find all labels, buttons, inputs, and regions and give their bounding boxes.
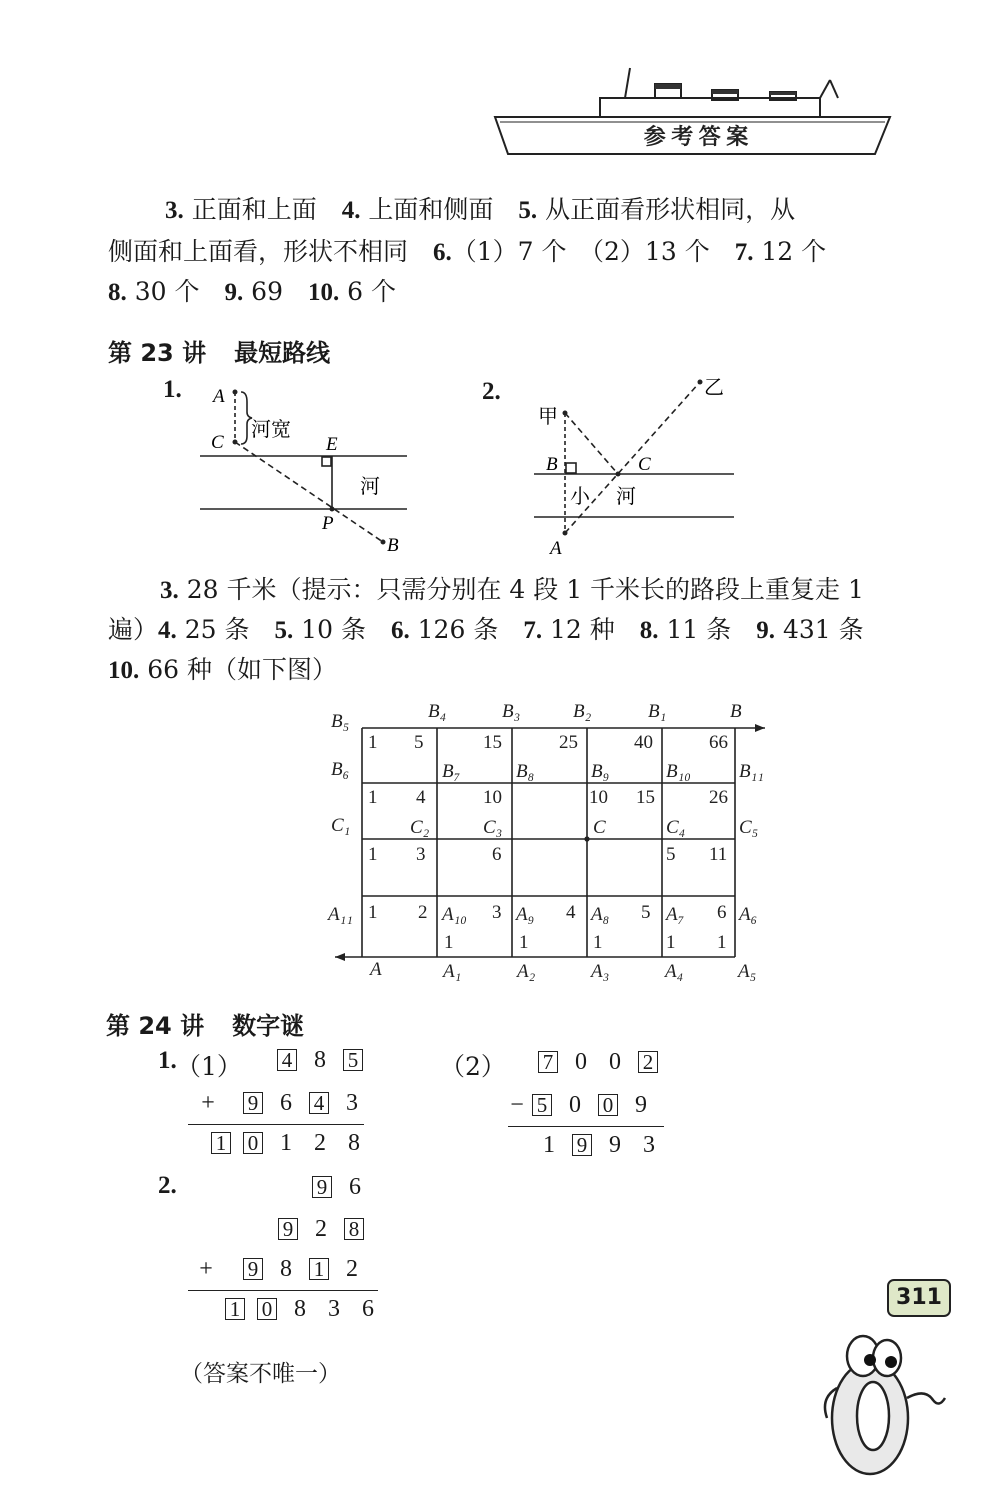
- section-23-title: 最短路线: [234, 339, 331, 367]
- section-23-heading: [108, 333, 330, 368]
- digit: 3: [643, 1132, 655, 1158]
- grid-num: 1: [368, 844, 378, 865]
- grid-num: 26: [709, 787, 728, 808]
- grid-num: 1: [368, 902, 378, 923]
- digit-box: 9: [243, 1092, 263, 1114]
- grid-label-a5: A₅: [738, 961, 757, 982]
- p3-row2: [278, 1216, 376, 1243]
- grid-label-b11: B₁₁: [739, 761, 764, 782]
- digit-box: 5: [532, 1094, 552, 1116]
- plus-sign: +: [201, 1090, 215, 1116]
- grid-label-b7: B₇: [442, 761, 461, 782]
- digit-box: 9: [278, 1218, 298, 1240]
- river-figure-1: [195, 380, 425, 560]
- fig1-label-p: P: [322, 513, 334, 534]
- grid-label-c3: C₃: [483, 817, 503, 838]
- grid-label-a8: A₈: [591, 904, 610, 925]
- digit: 1: [280, 1130, 292, 1156]
- grid-label-a9: A₉: [516, 904, 535, 925]
- grid-num: 4: [566, 902, 576, 923]
- grid-label-a7: A₇: [666, 904, 685, 925]
- digit: 6: [349, 1174, 361, 1200]
- grid-num: 10: [589, 787, 608, 808]
- grid-num: 5: [641, 902, 651, 923]
- minus-sign: −: [510, 1092, 524, 1118]
- grid-label-c: C: [593, 817, 606, 838]
- digit-box: 1: [211, 1132, 231, 1154]
- digit-box: 9: [243, 1258, 263, 1280]
- grid-num: 1: [717, 932, 727, 953]
- fig1-label-a: A: [213, 386, 225, 407]
- digit: 8: [348, 1130, 360, 1156]
- digit-box: 0: [243, 1132, 263, 1154]
- p2-diff-rule: [508, 1126, 664, 1127]
- p3-row4: [225, 1296, 391, 1323]
- digit: 3: [346, 1090, 358, 1116]
- grid-label-b10: B₁₀: [666, 761, 691, 782]
- section-24-title: 数字谜: [232, 1012, 305, 1040]
- page-number: 311: [887, 1279, 951, 1317]
- grid-label-b9: B₉: [591, 761, 610, 782]
- fig2-label-yi: 乙: [704, 377, 724, 399]
- grid-label-b: B: [730, 701, 742, 722]
- prev-answer-line-1: 3. 正面和上面 4. 上面和侧面 5. 从正面看形状相同，从: [165, 195, 796, 224]
- q23-1-label: 1.: [163, 376, 182, 403]
- digit: 0: [575, 1049, 587, 1075]
- digit-box: 9: [572, 1134, 592, 1156]
- grid-num: 6: [717, 902, 727, 923]
- p3-row3: [195, 1256, 375, 1283]
- digit: 2: [315, 1216, 327, 1242]
- grid-label-a6: A₆: [739, 904, 758, 925]
- digit: 0: [609, 1049, 621, 1075]
- fig2-label-c: C: [638, 454, 651, 475]
- grid-label-a1: A₁: [443, 961, 462, 982]
- grid-label-a10: A₁₀: [442, 904, 467, 925]
- section-24-number: 第 24 讲: [106, 1012, 205, 1040]
- digit: 8: [280, 1256, 292, 1282]
- p2-row1: [538, 1049, 670, 1076]
- digit: 8: [294, 1296, 306, 1322]
- grid-num: 66: [709, 732, 728, 753]
- fig2-label-b: B: [546, 454, 558, 475]
- river-figure-2: [530, 370, 740, 560]
- digit-box: 9: [312, 1176, 332, 1198]
- p1-row1: [277, 1047, 375, 1074]
- digit: 9: [609, 1132, 621, 1158]
- grid-label-a4: A₄: [665, 961, 684, 982]
- grid-num: 11: [709, 844, 728, 865]
- grid-num: 1: [666, 932, 676, 953]
- grid-num: 4: [416, 787, 426, 808]
- grid-num: 5: [666, 844, 676, 865]
- section-23-number: 第 23 讲: [108, 339, 207, 367]
- grid-num: 15: [483, 732, 502, 753]
- grid-num: 6: [492, 844, 502, 865]
- s23-answer-line-1: 3. 28 千米（提示：只需分别在 4 段 1 千米长的路段上重复走 1: [160, 575, 864, 604]
- digit: 1: [543, 1132, 555, 1158]
- grid-num: 40: [634, 732, 653, 753]
- grid-num: 25: [559, 732, 578, 753]
- q24-2-label: 2.: [158, 1172, 177, 1199]
- q23-2-label: 2.: [482, 378, 501, 405]
- grid-num: 1: [368, 732, 378, 753]
- grid-label-a3: A₃: [591, 961, 610, 982]
- fig2-river-label-2: 河: [616, 486, 636, 508]
- p3-row1: [312, 1174, 378, 1201]
- grid-label-c1: C₁: [331, 815, 351, 836]
- digit: 3: [328, 1296, 340, 1322]
- s23-answer-line-2: 遍）4. 25 条 5. 10 条 6. 126 条 7. 12 种 8. 11 条 9. 431 条: [108, 615, 864, 644]
- digit: 9: [635, 1092, 647, 1118]
- digit-box: 0: [598, 1094, 618, 1116]
- digit: 6: [280, 1090, 292, 1116]
- digit-box: 4: [277, 1049, 297, 1071]
- digit-box: 4: [309, 1092, 329, 1114]
- grid-label-b1: B₁: [648, 701, 667, 722]
- banner-title: 参 考 答 案: [643, 124, 749, 149]
- digit-box: 1: [309, 1258, 329, 1280]
- grid-num: 15: [636, 787, 655, 808]
- q24-1-part2-label: （2）: [440, 1052, 506, 1081]
- answer-not-unique-note: （答案不唯一）: [180, 1361, 341, 1387]
- digit: 8: [314, 1047, 326, 1073]
- p2-row3: [538, 1132, 672, 1159]
- grid-label-a: A: [370, 959, 382, 980]
- plus-sign: +: [199, 1256, 213, 1282]
- fig2-label-jia: 甲: [538, 406, 558, 428]
- grid-num: 1: [444, 932, 454, 953]
- digit-box: 5: [343, 1049, 363, 1071]
- fig1-label-c: C: [211, 432, 224, 453]
- q24-1-label: 1.: [158, 1047, 177, 1074]
- q24-1-part1-label: （1）: [176, 1052, 242, 1081]
- grid-label-c4: C₄: [666, 817, 686, 838]
- digit: 6: [362, 1296, 374, 1322]
- prev-answer-line-2: 侧面和上面看，形状不相同 6.（1）7 个 （2）13 个 7. 12 个: [108, 237, 827, 266]
- digit-box: 8: [344, 1218, 364, 1240]
- grid-label-b3: B₃: [502, 701, 521, 722]
- fig1-river-width-label: 河宽: [251, 419, 291, 441]
- p2-row2: [508, 1092, 664, 1119]
- grid-num: 3: [416, 844, 426, 865]
- grid-label-c2: C₂: [410, 817, 430, 838]
- digit-box: 0: [257, 1298, 277, 1320]
- section-24-heading: [106, 1006, 304, 1041]
- digit-box: 2: [638, 1051, 658, 1073]
- p1-row2: [197, 1090, 375, 1117]
- digit: 2: [314, 1130, 326, 1156]
- grid-label-a11: A₁₁: [328, 904, 353, 925]
- grid-num: 1: [519, 932, 529, 953]
- grid-label-b5: B₅: [331, 711, 350, 732]
- p1-sum-rule: [188, 1124, 364, 1125]
- grid-num: 5: [414, 732, 424, 753]
- grid-label-b6: B₆: [331, 759, 350, 780]
- fig1-label-b: B: [387, 535, 399, 556]
- path-count-grid: [325, 695, 775, 995]
- digit-box: 7: [538, 1051, 558, 1073]
- grid-num: 10: [483, 787, 502, 808]
- grid-num: 3: [492, 902, 502, 923]
- fig2-river-label-1: 小: [570, 486, 590, 508]
- p1-row3: [211, 1130, 377, 1157]
- ship-banner: [490, 62, 910, 162]
- grid-num: 1: [593, 932, 603, 953]
- grid-label-b2: B₂: [573, 701, 592, 722]
- fig1-label-e: E: [326, 434, 338, 455]
- grid-label-a2: A₂: [517, 961, 536, 982]
- cartoon-mascot-icon: [815, 1328, 965, 1483]
- digit: 2: [346, 1256, 358, 1282]
- digit: 0: [569, 1092, 581, 1118]
- grid-label-b4: B₄: [428, 701, 447, 722]
- grid-num: 2: [418, 902, 428, 923]
- digit-box: 1: [225, 1298, 245, 1320]
- s23-answer-line-3: 10. 66 种（如下图）: [108, 655, 337, 684]
- grid-num: 1: [368, 787, 378, 808]
- p3-sum-rule: [188, 1290, 378, 1291]
- fig1-river-label: 河: [360, 476, 380, 498]
- prev-answer-line-3: 8. 30 个 9. 69 10. 6 个: [108, 277, 397, 306]
- grid-label-b8: B₈: [516, 761, 535, 782]
- fig2-label-a: A: [550, 538, 562, 559]
- grid-label-c5: C₅: [739, 817, 759, 838]
